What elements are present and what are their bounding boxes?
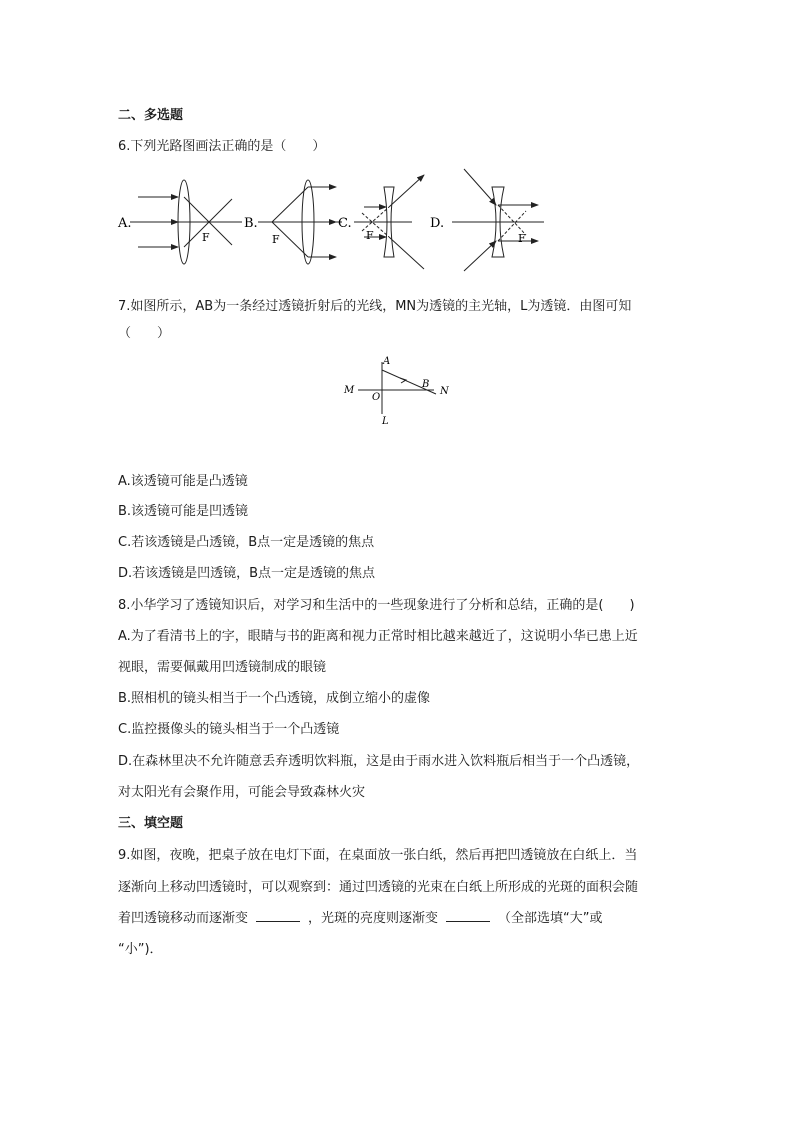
question-9-line1: 9.如图，夜晚，把桌子放在电灯下面，在桌面放一张白纸，然后再把凹透镜放在白纸上．当 (118, 848, 638, 863)
question-9-line2: 逐渐向上移动凹透镜时，可以观察到：通过凹透镜的光束在白纸上所形成的光斑的面积会随 (118, 880, 639, 895)
q8-option-d: D.在森林里决不允许随意丢弃透明饮料瓶，这是由于雨水进入饮料瓶后相当于一个凸透镜， (118, 754, 640, 769)
svg-text:F: F (518, 232, 526, 245)
q7-option-c: C.若该透镜是凸透镜，B点一定是透镜的焦点 (118, 535, 375, 550)
q8-option-a: A.为了看清书上的字，眼睛与书的距离和视力正常时相比越来越近了，这说明小华已患上近 (118, 629, 638, 644)
svg-text:N: N (440, 386, 449, 397)
section-title: 三、填空题 (118, 816, 184, 831)
option-b-label: B. (244, 216, 258, 231)
q8-option-c: C.监控摄像头的镜头相当于一个凸透镜 (118, 722, 340, 737)
svg-text:F: F (366, 229, 374, 242)
section-title: 二、多选题 (118, 108, 184, 123)
svg-text:F: F (202, 231, 210, 244)
q8-option-a-cont: 视眼，需要佩戴用凹透镜制成的眼镜 (118, 660, 327, 675)
answer-blank-2[interactable] (446, 908, 490, 922)
option-d-label: D. (430, 216, 445, 231)
q7-option-d: D.若该透镜是凹透镜，B点一定是透镜的焦点 (118, 566, 376, 581)
q9-text-2: ，光斑的亮度则逐渐变 (308, 911, 439, 926)
q6-ray-diagrams (112, 165, 552, 275)
q7-option-b: B.该透镜可能是凹透镜 (118, 504, 249, 519)
q8-option-b: B.照相机的镜头相当于一个凸透镜，成倒立缩小的虚像 (118, 691, 431, 706)
svg-text:M: M (344, 385, 355, 396)
q7-option-a: A.该透镜可能是凸透镜 (118, 474, 248, 489)
svg-text:B: B (422, 379, 430, 390)
svg-text:L: L (382, 416, 389, 427)
q8-option-d-cont: 对太阳光有会聚作用，可能会导致森林火灾 (118, 785, 366, 800)
q7-figure (340, 352, 460, 432)
question-8-stem: 8.小华学习了透镜知识后，对学习和生活中的一些现象进行了分析和总结，正确的是( ) (118, 598, 635, 613)
question-6-stem: 6.下列光路图画法正确的是（ ） (118, 139, 326, 154)
answer-blank-1[interactable] (256, 908, 300, 922)
svg-text:A: A (383, 356, 391, 367)
svg-text:F: F (272, 233, 280, 246)
question-9-line3 (118, 907, 603, 926)
question-7-stem-cont: （ ） (118, 326, 171, 341)
question-7-stem: 7.如图所示，AB为一条经过透镜折射后的光线，MN为透镜的主光轴，L为透镜．由图可知 (118, 299, 632, 314)
option-c-label: C. (338, 216, 352, 231)
svg-text:O: O (372, 392, 381, 403)
option-a-label: A. (118, 216, 132, 231)
q9-text-3: （全部选填“大”或 (498, 911, 603, 926)
q9-text-1: 着凹透镜移动而逐渐变 (118, 911, 249, 926)
question-9-line4: “小”)． (118, 942, 163, 957)
